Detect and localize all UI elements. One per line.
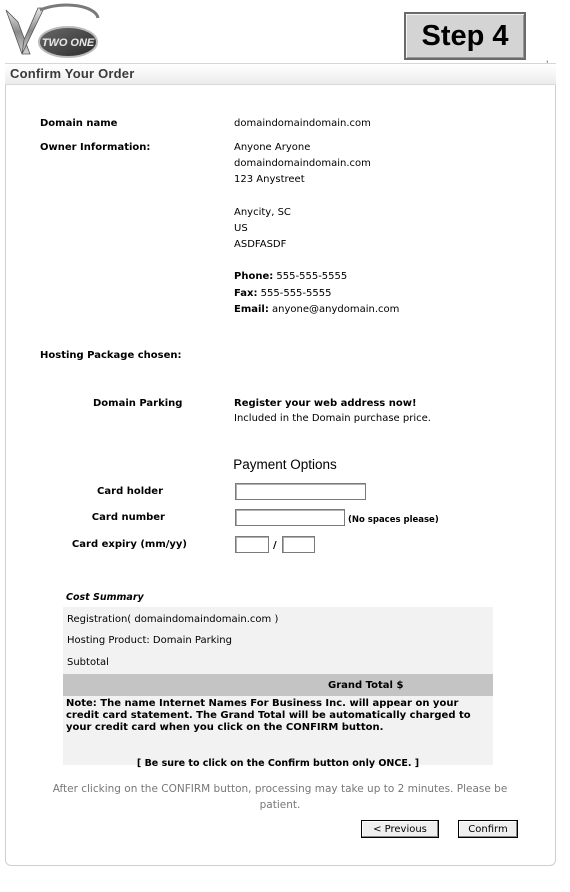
domain-name-label: Domain name [40, 118, 118, 129]
email-label: Email: [234, 304, 269, 315]
grand-total-label: Grand Total $ [328, 680, 404, 691]
card-number-input[interactable] [235, 509, 345, 526]
card-number-hint: (No spaces please) [348, 515, 439, 525]
confirm-button[interactable]: Confirm [458, 820, 518, 838]
grand-total-bar [63, 674, 493, 696]
expiry-separator: / [273, 540, 277, 551]
owner-information-label: Owner Information: [40, 142, 151, 153]
phone-value: 555-555-5555 [276, 271, 348, 282]
phone-row [234, 271, 347, 282]
owner-street: 123 Anystreet [234, 174, 305, 185]
card-holder-label: Card holder [97, 486, 163, 497]
hosting-package-label: Hosting Package chosen: [40, 350, 182, 361]
owner-domain: domaindomaindomain.com [234, 158, 371, 169]
cost-summary-title: Cost Summary [66, 592, 144, 603]
card-expiry-label: Card expiry (mm/yy) [71, 539, 187, 550]
cost-hosting-product: Hosting Product: Domain Parking [67, 635, 232, 646]
email-row [234, 304, 399, 315]
cost-note: Note: The name Internet Names For Business Inc. will appear on your credit card statement. The Grand Total will be automatically charged to your credit card when you click on the CONFIRM button. [66, 698, 471, 733]
cost-subtotal: Subtotal [67, 657, 109, 668]
company-logo [4, 2, 100, 60]
domain-name-value: domaindomaindomain.com [234, 118, 371, 129]
card-number-label: Card number [91, 512, 165, 523]
owner-extra: ASDFASDF [234, 239, 287, 250]
package-description: Included in the Domain purchase price. [234, 413, 431, 424]
logo-text: TWO ONE [41, 37, 95, 49]
email-value: anyone@anydomain.com [272, 304, 400, 315]
fax-value: 555-555-5555 [260, 288, 332, 299]
panel-title: Confirm Your Order [10, 66, 135, 81]
expiry-month-input[interactable] [235, 536, 269, 553]
panel-corner-mark: ' [546, 60, 549, 70]
fax-label: Fax: [234, 288, 258, 299]
package-title: Register your web address now! [234, 398, 417, 409]
processing-note: After clicking on the CONFIRM button, processing may take up to 2 minutes. Please be patient. [52, 783, 508, 811]
step-badge: Step 4 [404, 12, 526, 60]
payment-options-heading: Payment Options [233, 457, 337, 472]
owner-name: Anyone Aryone [234, 142, 311, 153]
previous-button[interactable]: < Previous [361, 820, 439, 838]
cost-registration: Registration( domaindomaindomain.com ) [67, 614, 279, 625]
card-holder-input[interactable] [235, 483, 366, 500]
owner-country: US [234, 223, 248, 234]
phone-label: Phone: [234, 271, 274, 282]
expiry-year-input[interactable] [282, 536, 315, 553]
confirm-once-notice: [ Be sure to click on the Confirm button only ONCE. ] [136, 758, 420, 769]
owner-city: Anycity, SC [234, 207, 291, 218]
package-name: Domain Parking [93, 398, 183, 409]
fax-row [234, 288, 331, 299]
